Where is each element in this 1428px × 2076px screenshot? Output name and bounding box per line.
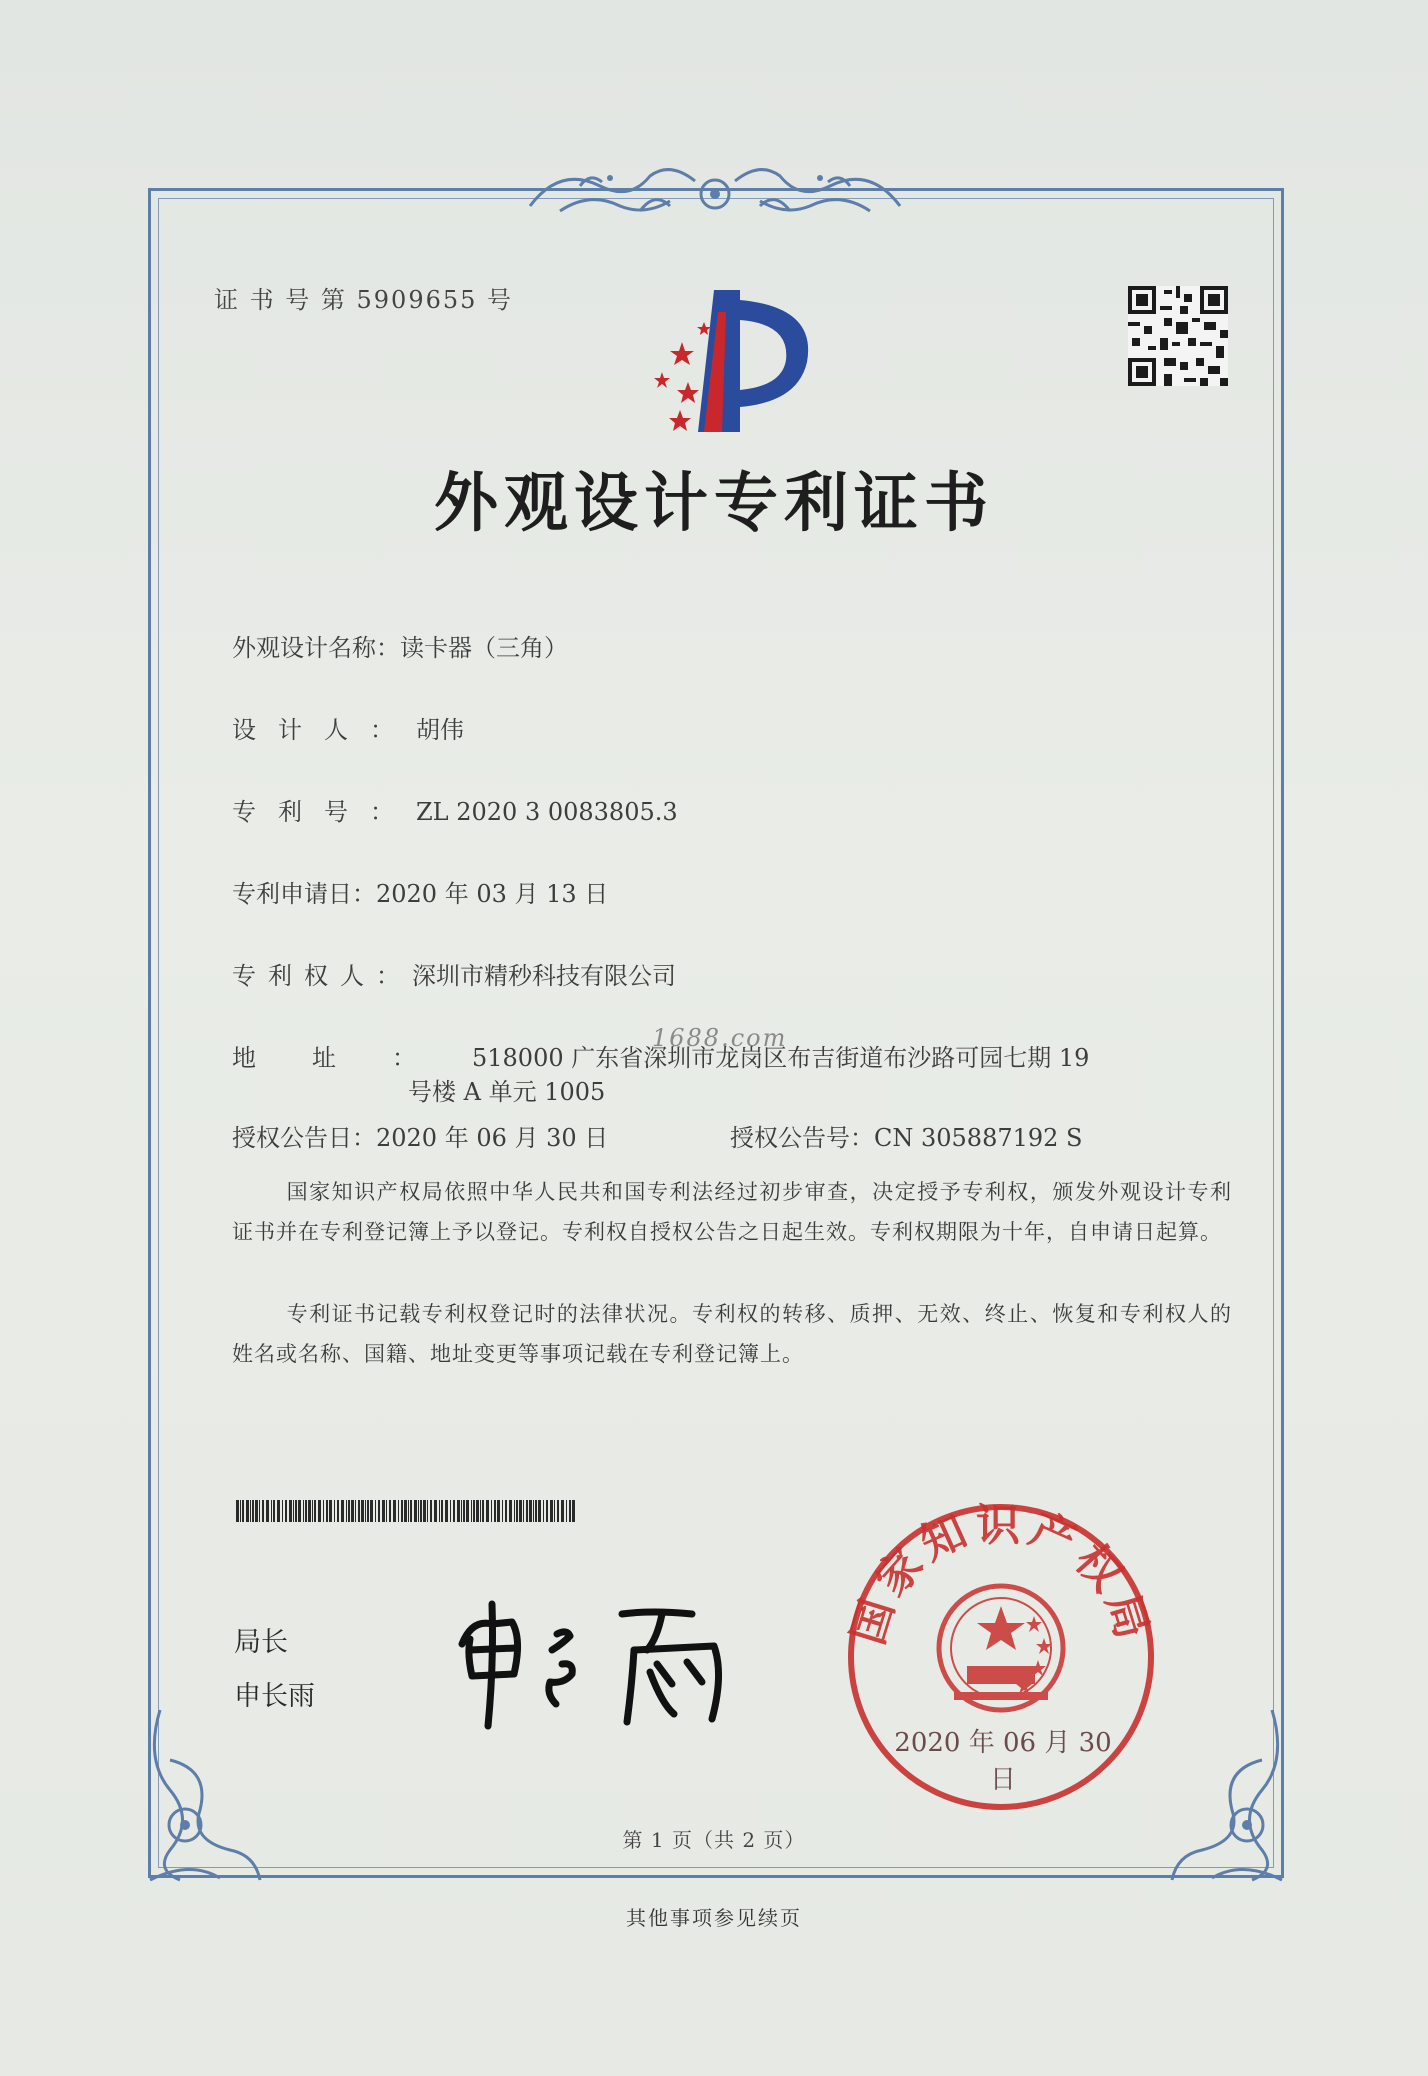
patent-number-label: 专利号： bbox=[232, 798, 416, 826]
watermark-text: 1688.com bbox=[652, 1024, 788, 1052]
bottom-right-ornament bbox=[1162, 1700, 1292, 1890]
address-line1: 518000 广东省深圳市龙岗区布吉街道布沙路可园七期 19 bbox=[472, 1044, 1090, 1072]
address-label: 地址： bbox=[232, 1044, 472, 1072]
director-signature bbox=[452, 1584, 742, 1734]
address-line2: 号楼 A 单元 1005 bbox=[408, 1078, 606, 1106]
patentee-value: 深圳市精秒科技有限公司 bbox=[412, 962, 676, 990]
bottom-left-ornament bbox=[140, 1700, 270, 1890]
continuation-note: 其他事项参见续页 bbox=[626, 1906, 802, 1930]
designer-value: 胡伟 bbox=[416, 716, 464, 744]
design-name-value: 读卡器（三角） bbox=[400, 634, 568, 662]
qr-code bbox=[1128, 286, 1228, 386]
patentee-label: 专利权人： bbox=[232, 962, 412, 990]
certificate-number: 证 书 号 第 5909655 号 bbox=[214, 286, 514, 314]
patentee-row bbox=[232, 956, 676, 991]
design-name-label: 外观设计名称： bbox=[232, 634, 400, 662]
cnipa-logo bbox=[622, 282, 822, 442]
legal-status-paragraph: 专利证书记载专利权登记时的法律状况。专利权的转移、质押、无效、终止、恢复和专利权人的姓名或名称、国籍、地址变更等事项记载在专利登记簿上。 bbox=[232, 1302, 1232, 1366]
designer-label: 设计人： bbox=[232, 716, 416, 744]
filing-date-value: 2020 年 03 月 13 日 bbox=[376, 880, 609, 908]
grant-paragraph: 国家知识产权局依照中华人民共和国专利法经过初步审查，决定授予专利权，颁发外观设计专利证书并在专利登记簿上予以登记。专利权自授权公告之日起生效。专利权期限为十年，自申请日起算。 bbox=[232, 1180, 1232, 1244]
certificate-title: 外观设计专利证书 bbox=[434, 467, 994, 541]
filing-date-row bbox=[232, 874, 608, 909]
seal-date: 2020 年 06 月 30 日 bbox=[894, 1728, 1112, 1795]
designer-row bbox=[232, 710, 464, 745]
patent-number-row bbox=[232, 792, 678, 827]
grant-date-value: 2020 年 06 月 30 日 bbox=[376, 1124, 609, 1152]
top-ornament bbox=[520, 156, 910, 224]
grant-publication-value: CN 305887192 S bbox=[874, 1124, 1083, 1152]
barcode bbox=[236, 1500, 576, 1522]
grant-publication-row bbox=[730, 1118, 1083, 1153]
grant-publication-label: 授权公告号： bbox=[730, 1124, 874, 1152]
design-name-row bbox=[232, 628, 568, 663]
seal-text: 国家知识产权局 bbox=[842, 1499, 1160, 1651]
director-title: 局长 bbox=[234, 1627, 288, 1658]
director-name: 申长雨 bbox=[234, 1681, 315, 1712]
grant-date-row bbox=[232, 1118, 608, 1153]
grant-date-label: 授权公告日： bbox=[232, 1124, 376, 1152]
patent-number-value: ZL 2020 3 0083805.3 bbox=[416, 798, 678, 826]
filing-date-label: 专利申请日： bbox=[232, 880, 376, 908]
page-number: 第 1 页（共 2 页） bbox=[622, 1828, 806, 1852]
